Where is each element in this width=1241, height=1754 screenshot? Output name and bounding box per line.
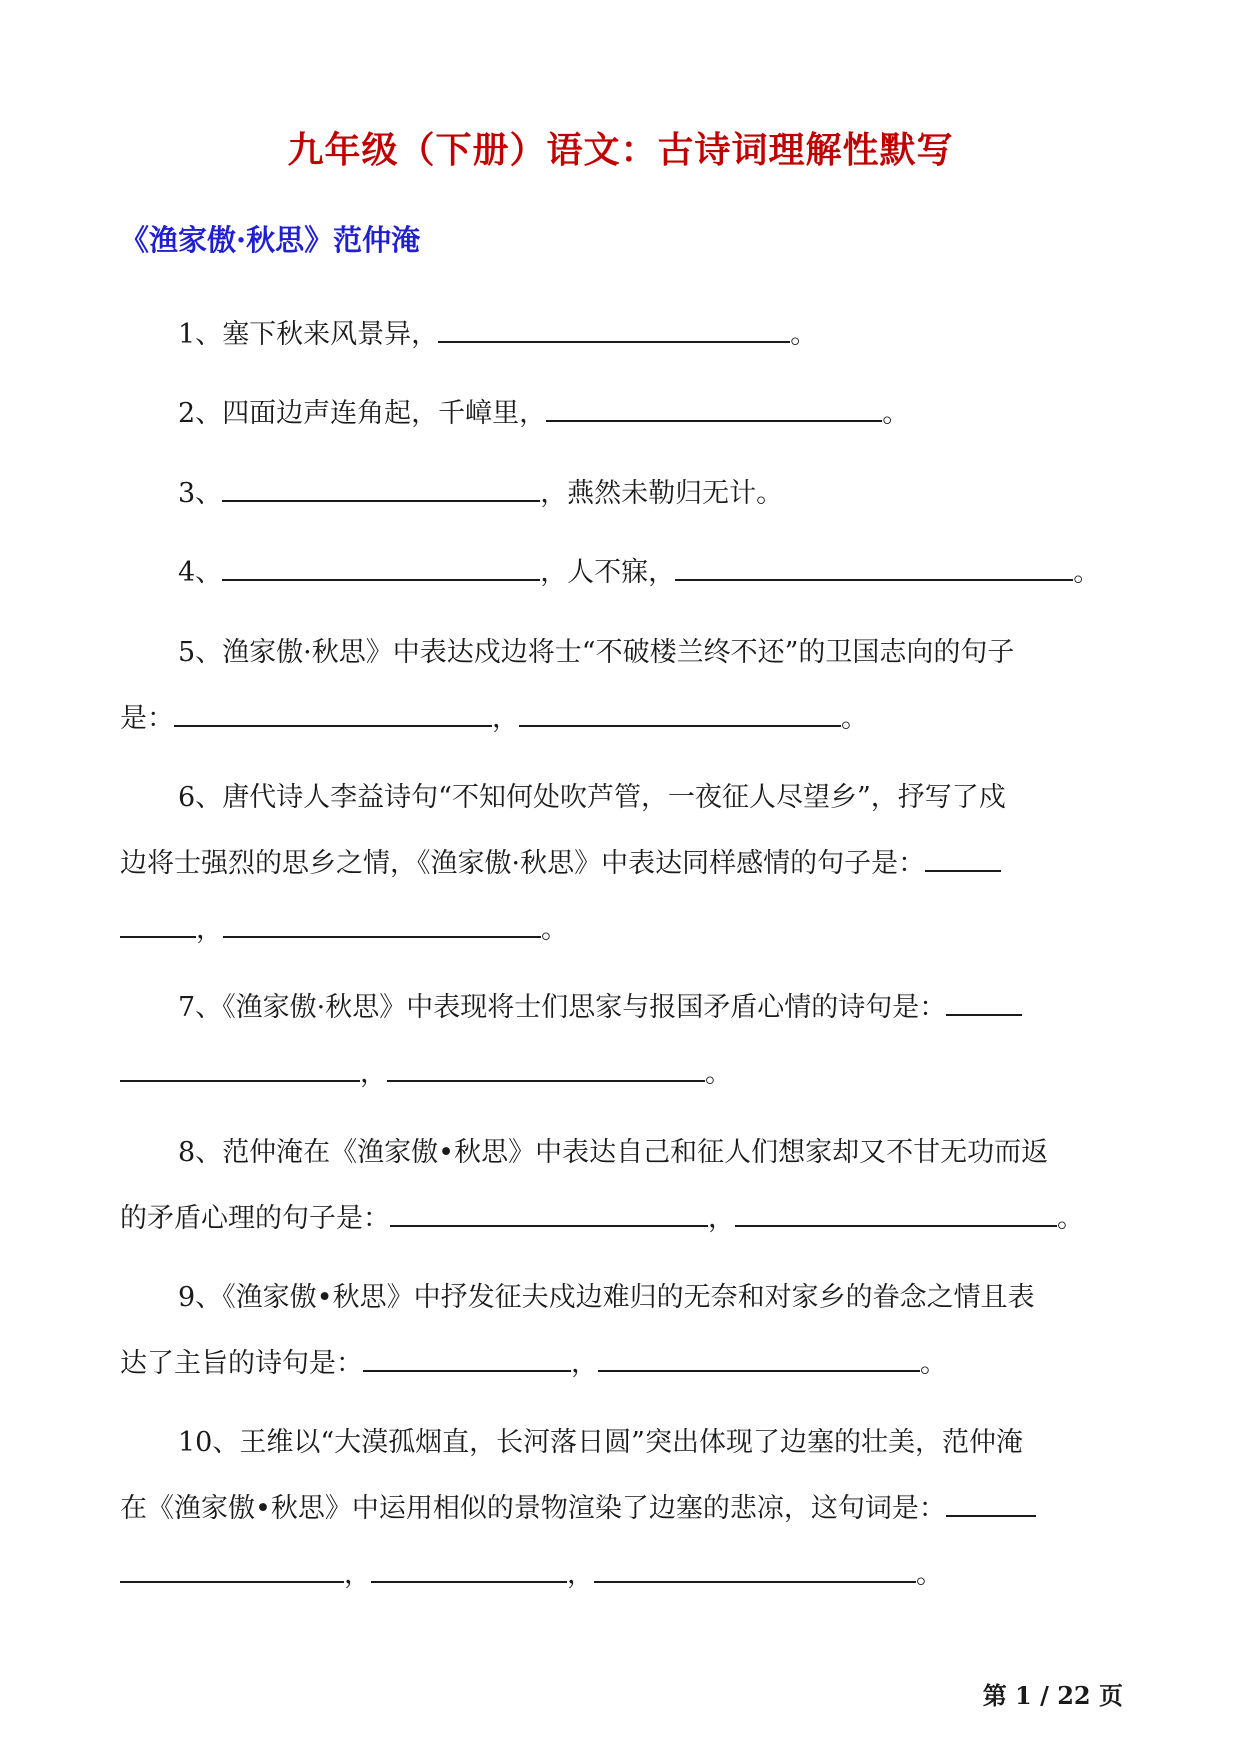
question-text: 《渔家傲·秋思》中表现将士们思家与报国矛盾心情的诗句是：	[222, 992, 947, 1023]
question-number: 10、	[178, 1427, 240, 1458]
question-text: 四面边声连角起，千嶂里，	[222, 398, 547, 429]
question-2	[120, 381, 1130, 447]
question-7	[120, 975, 1130, 1107]
question-text: 王维以“大漠孤烟直，长河落日圆”突出体现了边塞的壮美，范仲淹	[239, 1427, 1023, 1458]
answer-blank[interactable]	[438, 340, 790, 343]
question-4	[120, 540, 1130, 606]
answer-blank[interactable]	[390, 1224, 708, 1227]
question-1	[120, 302, 1130, 368]
question-text: ，	[344, 1559, 371, 1590]
question-8	[120, 1120, 1130, 1252]
page-number: 第 1 / 22 页	[982, 1681, 1123, 1710]
question-text: ，	[567, 1559, 594, 1590]
question-number: 9、	[178, 1282, 223, 1313]
question-text: ，燕然未勒归无计。	[540, 478, 784, 509]
question-number: 8、	[178, 1137, 223, 1168]
question-text: 。	[541, 914, 568, 945]
question-text: 。	[841, 703, 868, 734]
question-text: 。	[1073, 557, 1101, 588]
question-number: 1、	[178, 319, 223, 350]
question-text: ，	[360, 1058, 387, 1089]
question-text: 塞下秋来风景异，	[222, 319, 439, 350]
answer-blank[interactable]	[946, 1013, 1022, 1016]
question-text: ，	[571, 1348, 598, 1379]
answer-blank[interactable]	[174, 724, 492, 727]
question-number: 6、	[178, 782, 223, 813]
question-5	[120, 620, 1130, 752]
answer-blank[interactable]	[223, 935, 541, 938]
question-text: 范仲淹在《渔家傲•秋思》中表达自己和征人们想家却又不甘无功而返	[222, 1137, 1049, 1168]
question-text: 唐代诗人李益诗句“不知何处吹芦管，一夜征人尽望乡”，抒写了戍	[222, 782, 1006, 813]
page-title: 九年级（下册）语文：古诗词理解性默写	[287, 129, 954, 171]
question-number: 2、	[178, 398, 223, 429]
question-text: 达了主旨的诗句是：	[120, 1348, 363, 1379]
question-text: 是：	[120, 703, 174, 734]
question-text: 边将士强烈的思乡之情，《渔家傲·秋思》中表达同样感情的句子是：	[120, 848, 926, 879]
question-number: 7、	[178, 992, 223, 1023]
answer-blank[interactable]	[120, 1079, 360, 1082]
answer-blank[interactable]	[387, 1079, 705, 1082]
question-text: 在《渔家傲•秋思》中运用相似的景物渲染了边塞的悲凉，这句词是：	[120, 1493, 946, 1524]
answer-blank[interactable]	[598, 1369, 920, 1372]
answer-blank[interactable]	[519, 724, 841, 727]
question-text: 。	[882, 398, 910, 429]
section-heading: 《渔家傲·秋思》范仲淹	[120, 223, 421, 257]
question-text: 。	[790, 319, 818, 350]
question-text: ，人不寐，	[540, 557, 676, 588]
answer-blank[interactable]	[222, 578, 540, 581]
question-number: 4、	[178, 557, 223, 588]
question-number: 5、	[178, 637, 223, 668]
answer-blank[interactable]	[735, 1224, 1057, 1227]
question-text: ，	[708, 1203, 735, 1234]
answer-blank[interactable]	[946, 1514, 1036, 1517]
question-text: 。	[705, 1058, 732, 1089]
answer-blank[interactable]	[363, 1369, 571, 1372]
question-3	[120, 461, 1130, 527]
answer-blank[interactable]	[371, 1580, 567, 1583]
answer-blank[interactable]	[925, 869, 1001, 872]
question-text: ，	[492, 703, 519, 734]
answer-blank[interactable]	[546, 419, 882, 422]
question-10	[120, 1410, 1130, 1608]
answer-blank[interactable]	[120, 935, 196, 938]
answer-blank[interactable]	[594, 1580, 916, 1583]
question-text: ，	[196, 914, 223, 945]
question-text: 《渔家傲•秋思》中抒发征夫戍边难归的无奈和对家乡的眷念之情且表	[222, 1282, 1035, 1313]
answer-blank[interactable]	[675, 578, 1073, 581]
question-text: 渔家傲·秋思》中表达戍边将士“不破楼兰终不还”的卫国志向的句子	[222, 637, 1015, 668]
answer-blank[interactable]	[222, 499, 540, 502]
question-text: 。	[920, 1348, 947, 1379]
question-text: 。	[916, 1559, 943, 1590]
question-9	[120, 1265, 1130, 1397]
question-6	[120, 765, 1130, 963]
question-text: 的矛盾心理的句子是：	[120, 1203, 390, 1234]
question-text: 。	[1057, 1203, 1084, 1234]
question-number: 3、	[178, 478, 223, 509]
answer-blank[interactable]	[120, 1580, 344, 1583]
